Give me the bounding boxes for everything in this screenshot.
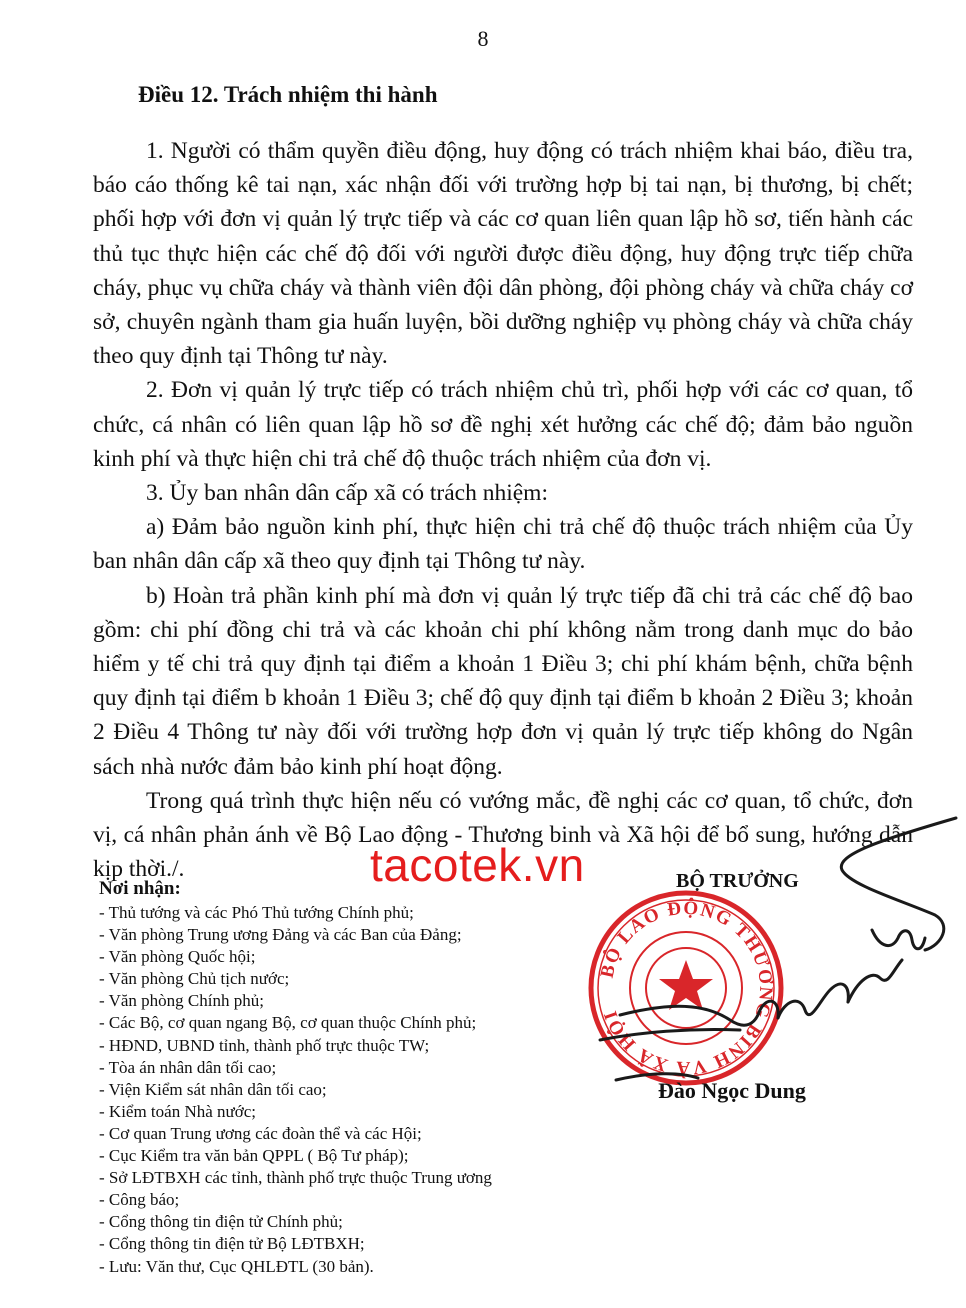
recipient-item: - Văn phòng Chính phủ;: [99, 991, 264, 1011]
paragraph-clause-2: 2. Đơn vị quản lý trực tiếp có trách nhiệm chủ trì, phối hợp với các cơ quan, tổ chức, cá nhân có liên quan lập hồ sơ đề nghị xét hưởng các chế độ; đảm bảo nguồn kinh phí và thực hiện chi trả chế độ thuộc trách nhiệm của đơn vị.: [93, 377, 913, 472]
recipient-item: - Cục Kiểm tra văn bản QPPL ( Bộ Tư pháp);: [99, 1146, 409, 1166]
recipient-item: - Văn phòng Trung ương Đảng và các Ban của Đảng;: [99, 925, 462, 945]
recipient-item: - Cổng thông tin điện tử Bộ LĐTBXH;: [99, 1234, 365, 1254]
paragraph-clause-3: 3. Ủy ban nhân dân cấp xã có trách nhiệm:: [146, 480, 548, 507]
svg-text:BỘ LAO ĐỘNG THƯƠNG BINH VÀ XÃ: BỘ LAO ĐỘNG THƯƠNG BINH VÀ XÃ HỘI: [596, 897, 777, 1079]
signer-title: BỘ TRƯỞNG: [676, 870, 799, 892]
article-title: Điều 12. Trách nhiệm thi hành: [138, 82, 438, 107]
paragraph-closing: Trong quá trình thực hiện nếu có vướng mắc, đề nghị các cơ quan, tổ chức, đơn vị, cá nhân phản ánh về Bộ Lao động - Thương binh và Xã hội để bổ sung, hướng dẫn kịp thời./.: [93, 787, 913, 883]
signer-name: Đào Ngọc Dung: [658, 1078, 806, 1103]
recipient-item: - Viện Kiểm sát nhân dân tối cao;: [99, 1079, 327, 1099]
article-body: [93, 134, 913, 886]
recipient-item: - Lưu: Văn thư, Cục QHLĐTL (30 bản).: [99, 1256, 374, 1276]
paragraph-clause-3b: b) Hoàn trả phần kinh phí mà đơn vị quản lý trực tiếp đã chi trả các chế độ bao gồm: chi phí đồng chi trả và các khoản chi phí không nằm trong danh mục do bảo hiểm y tế chi trả quy định tại điểm a khoản 1 Điều 3; chi phí khám bệnh, chữa bệnh quy định tại điểm b khoản 1 Điều 3; chế độ quy định tại điểm b khoản 2 Điều 3; khoản 2 Điều 4 Thông tư này đối với trường hợp đơn vị quản lý trực tiếp không do Ngân sách nhà nước đảm bảo kinh phí hoạt động.: [93, 582, 913, 780]
recipient-item: - Tòa án nhân dân tối cao;: [99, 1057, 277, 1077]
recipient-item: - Cổng thông tin điện tử Chính phủ;: [99, 1212, 343, 1232]
recipient-item: - Kiểm toán Nhà nước;: [99, 1101, 256, 1121]
recipients-block: [99, 876, 492, 1278]
recipient-item: - Cơ quan Trung ương các đoàn thể và các Hội;: [99, 1123, 422, 1143]
page-number: 8: [477, 26, 489, 51]
handwritten-signature-image: [580, 810, 966, 1110]
paragraph-clause-1: 1. Người có thẩm quyền điều động, huy động có trách nhiệm khai báo, điều tra, báo cáo thống kê tai nạn, xác nhận đối với trường hợp bị tai nạn, bị thương, bị chết; phối hợp với đơn vị quản lý trực tiếp và các cơ quan liên quan lập hồ sơ, tiến hành các thủ tục thực hiện các chế độ đối với người được điều động, huy động trực tiếp chữa cháy, phục vụ chữa cháy và thành viên đội dân phòng, đội phòng cháy và chữa cháy cơ sở, chuyên ngành tham gia huấn luyện, bồi dưỡng nghiệp vụ phòng cháy và chữa cháy theo quy định tại Thông tư này.: [93, 138, 913, 370]
recipient-item: - Các Bộ, cơ quan ngang Bộ, cơ quan thuộc Chính phủ;: [99, 1013, 477, 1033]
watermark-text: tacotek.vn: [370, 839, 585, 891]
recipient-item: - Thủ tướng và các Phó Thủ tướng Chính phủ;: [99, 903, 414, 922]
recipients-title: Nơi nhận:: [99, 878, 181, 899]
recipient-item: - HĐND, UBND tỉnh, thành phố trực thuộc TW;: [99, 1035, 430, 1055]
recipient-item: - Công báo;: [99, 1190, 180, 1210]
paragraph-clause-3a: a) Đảm bảo nguồn kinh phí, thực hiện chi trả chế độ thuộc trách nhiệm của Ủy ban nhân dân cấp xã theo quy định tại Thông tư này.: [93, 514, 913, 575]
recipient-item: - Văn phòng Chủ tịch nước;: [99, 969, 290, 989]
recipient-item: - Sở LĐTBXH các tỉnh, thành phố trực thuộc Trung ương: [99, 1168, 492, 1188]
recipient-item: - Văn phòng Quốc hội;: [99, 947, 256, 967]
